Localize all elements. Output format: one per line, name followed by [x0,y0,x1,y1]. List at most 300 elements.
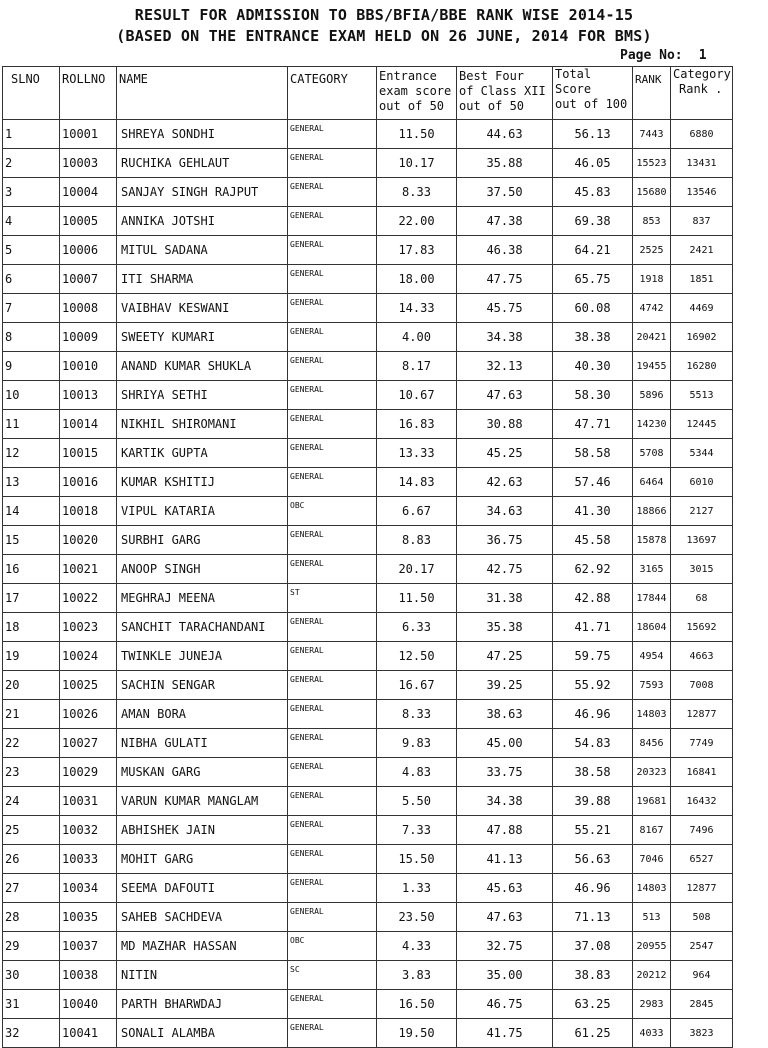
col-total-header: Total Score out of 100 [553,67,633,120]
cell-name: SACHIN SENGAR [117,671,288,700]
cell-category-rank: 508 [671,903,733,932]
cell-name: SEEMA DAFOUTI [117,874,288,903]
cell-category: GENERAL [288,439,377,468]
cell-rollno: 10026 [60,700,117,729]
cell-best-four: 46.75 [457,990,553,1019]
col-entrance-header: Entrance exam score out of 50 [377,67,457,120]
cell-rollno: 10029 [60,758,117,787]
cell-rank: 20955 [633,932,671,961]
cell-best-four: 41.13 [457,845,553,874]
cell-name: MOHIT GARG [117,845,288,874]
cell-category-rank: 7008 [671,671,733,700]
cell-category: GENERAL [288,149,377,178]
cell-entrance-score: 10.17 [377,149,457,178]
cell-entrance-score: 4.83 [377,758,457,787]
table-row [3,294,733,323]
cell-total-score: 42.88 [553,584,633,613]
cell-category: GENERAL [288,265,377,294]
cell-name: VARUN KUMAR MANGLAM [117,787,288,816]
cell-entrance-score: 7.33 [377,816,457,845]
cell-category: GENERAL [288,323,377,352]
col-category-rank-header: Category Rank . [671,67,733,120]
cell-total-score: 64.21 [553,236,633,265]
cell-rollno: 10020 [60,526,117,555]
cell-rollno: 10035 [60,903,117,932]
cell-entrance-score: 14.83 [377,468,457,497]
table-row [3,613,733,642]
cell-category: GENERAL [288,613,377,642]
cell-rollno: 10008 [60,294,117,323]
cell-name: RUCHIKA GEHLAUT [117,149,288,178]
cell-best-four: 35.88 [457,149,553,178]
cell-rollno: 10025 [60,671,117,700]
cell-slno: 24 [3,787,60,816]
cell-rank: 19455 [633,352,671,381]
cell-slno: 4 [3,207,60,236]
cell-entrance-score: 9.83 [377,729,457,758]
cell-category: GENERAL [288,816,377,845]
cell-name: SWEETY KUMARI [117,323,288,352]
cell-best-four: 31.38 [457,584,553,613]
cell-category: OBC [288,497,377,526]
cell-category: GENERAL [288,642,377,671]
cell-rank: 20421 [633,323,671,352]
cell-entrance-score: 15.50 [377,845,457,874]
cell-total-score: 61.25 [553,1019,633,1048]
cell-category-rank: 16841 [671,758,733,787]
cell-slno: 14 [3,497,60,526]
cell-slno: 18 [3,613,60,642]
cell-rollno: 10041 [60,1019,117,1048]
cell-name: SANCHIT TARACHANDANI [117,613,288,642]
cell-category-rank: 68 [671,584,733,613]
cell-rank: 15523 [633,149,671,178]
cell-rollno: 10003 [60,149,117,178]
cell-total-score: 55.92 [553,671,633,700]
cell-category: GENERAL [288,874,377,903]
cell-total-score: 38.38 [553,323,633,352]
cell-rank: 4742 [633,294,671,323]
cell-category-rank: 6880 [671,120,733,149]
cell-rollno: 10031 [60,787,117,816]
cell-entrance-score: 4.00 [377,323,457,352]
cell-name: ANAND KUMAR SHUKLA [117,352,288,381]
cell-category: GENERAL [288,526,377,555]
cell-name: NIKHIL SHIROMANI [117,410,288,439]
cell-best-four: 34.38 [457,787,553,816]
cell-best-four: 47.63 [457,381,553,410]
cell-entrance-score: 8.33 [377,178,457,207]
cell-entrance-score: 6.67 [377,497,457,526]
cell-slno: 23 [3,758,60,787]
cell-category-rank: 964 [671,961,733,990]
cell-best-four: 45.25 [457,439,553,468]
cell-rank: 1918 [633,265,671,294]
cell-rank: 3165 [633,555,671,584]
cell-total-score: 47.71 [553,410,633,439]
cell-total-score: 69.38 [553,207,633,236]
cell-name: MEGHRAJ MEENA [117,584,288,613]
cell-rank: 7443 [633,120,671,149]
cell-rank: 7046 [633,845,671,874]
cell-name: ANNIKA JOTSHI [117,207,288,236]
cell-slno: 15 [3,526,60,555]
cell-rollno: 10013 [60,381,117,410]
cell-best-four: 45.00 [457,729,553,758]
table-row [3,323,733,352]
cell-category-rank: 13431 [671,149,733,178]
cell-rollno: 10037 [60,932,117,961]
cell-total-score: 60.08 [553,294,633,323]
cell-name: SAHEB SACHDEVA [117,903,288,932]
table-row [3,439,733,468]
cell-best-four: 38.63 [457,700,553,729]
cell-best-four: 32.13 [457,352,553,381]
cell-rollno: 10018 [60,497,117,526]
cell-rank: 14803 [633,874,671,903]
cell-entrance-score: 18.00 [377,265,457,294]
table-row [3,352,733,381]
cell-entrance-score: 14.33 [377,294,457,323]
cell-rank: 853 [633,207,671,236]
cell-category: SC [288,961,377,990]
cell-total-score: 45.83 [553,178,633,207]
cell-category-rank: 837 [671,207,733,236]
cell-rollno: 10024 [60,642,117,671]
cell-entrance-score: 20.17 [377,555,457,584]
cell-name: SHRIYA SETHI [117,381,288,410]
cell-rank: 7593 [633,671,671,700]
cell-name: VIPUL KATARIA [117,497,288,526]
cell-best-four: 33.75 [457,758,553,787]
cell-best-four: 42.63 [457,468,553,497]
cell-name: NIBHA GULATI [117,729,288,758]
cell-rank: 15680 [633,178,671,207]
cell-name: TWINKLE JUNEJA [117,642,288,671]
cell-total-score: 54.83 [553,729,633,758]
cell-total-score: 63.25 [553,990,633,1019]
cell-category-rank: 15692 [671,613,733,642]
cell-rank: 18604 [633,613,671,642]
cell-category: GENERAL [288,381,377,410]
cell-rollno: 10006 [60,236,117,265]
cell-total-score: 57.46 [553,468,633,497]
table-row [3,410,733,439]
table-row [3,874,733,903]
table-row [3,903,733,932]
cell-entrance-score: 1.33 [377,874,457,903]
table-row [3,149,733,178]
cell-rank: 8456 [633,729,671,758]
cell-slno: 26 [3,845,60,874]
cell-name: SURBHI GARG [117,526,288,555]
cell-rollno: 10032 [60,816,117,845]
cell-best-four: 42.75 [457,555,553,584]
col-best-four-header: Best Four of Class XII out of 50 [457,67,553,120]
cell-name: ITI SHARMA [117,265,288,294]
page-indicator [620,48,707,63]
cell-category-rank: 13546 [671,178,733,207]
cell-slno: 1 [3,120,60,149]
cell-entrance-score: 3.83 [377,961,457,990]
cell-entrance-score: 22.00 [377,207,457,236]
cell-name: PARTH BHARWDAJ [117,990,288,1019]
col-category-header: CATEGORY [288,67,377,120]
cell-slno: 19 [3,642,60,671]
col-rank-header: RANK [633,67,671,120]
cell-category: GENERAL [288,758,377,787]
cell-category: GENERAL [288,787,377,816]
cell-category: GENERAL [288,236,377,265]
cell-rank: 15878 [633,526,671,555]
cell-rank: 4033 [633,1019,671,1048]
cell-category-rank: 2421 [671,236,733,265]
cell-category-rank: 4469 [671,294,733,323]
cell-category: GENERAL [288,671,377,700]
cell-entrance-score: 16.83 [377,410,457,439]
cell-slno: 21 [3,700,60,729]
cell-rank: 20212 [633,961,671,990]
cell-total-score: 45.58 [553,526,633,555]
table-row [3,1019,733,1048]
cell-slno: 22 [3,729,60,758]
cell-category-rank: 1851 [671,265,733,294]
cell-total-score: 39.88 [553,787,633,816]
cell-rank: 18866 [633,497,671,526]
cell-best-four: 34.38 [457,323,553,352]
cell-rank: 6464 [633,468,671,497]
cell-slno: 3 [3,178,60,207]
cell-rollno: 10021 [60,555,117,584]
document-title: RESULT FOR ADMISSION TO BBS/BFIA/BBE RANK WISE 2014-15 [134,6,634,24]
cell-category-rank: 16902 [671,323,733,352]
cell-rollno: 10033 [60,845,117,874]
cell-category-rank: 16280 [671,352,733,381]
cell-name: SHREYA SONDHI [117,120,288,149]
cell-category-rank: 6010 [671,468,733,497]
cell-rollno: 10034 [60,874,117,903]
cell-rollno: 10009 [60,323,117,352]
cell-entrance-score: 5.50 [377,787,457,816]
cell-category: GENERAL [288,845,377,874]
cell-category: GENERAL [288,729,377,758]
cell-rollno: 10004 [60,178,117,207]
cell-entrance-score: 23.50 [377,903,457,932]
cell-total-score: 46.96 [553,700,633,729]
cell-slno: 17 [3,584,60,613]
cell-rank: 5708 [633,439,671,468]
cell-entrance-score: 13.33 [377,439,457,468]
cell-rollno: 10023 [60,613,117,642]
cell-entrance-score: 16.50 [377,990,457,1019]
table-row [3,497,733,526]
cell-best-four: 37.50 [457,178,553,207]
cell-entrance-score: 12.50 [377,642,457,671]
cell-best-four: 35.38 [457,613,553,642]
table-row [3,207,733,236]
table-row [3,990,733,1019]
col-name-header: NAME [117,67,288,120]
cell-category-rank: 5344 [671,439,733,468]
cell-slno: 27 [3,874,60,903]
cell-rank: 2525 [633,236,671,265]
cell-best-four: 47.38 [457,207,553,236]
cell-category: GENERAL [288,1019,377,1048]
cell-rank: 4954 [633,642,671,671]
cell-name: VAIBHAV KESWANI [117,294,288,323]
cell-category-rank: 12877 [671,874,733,903]
table-row [3,526,733,555]
cell-slno: 6 [3,265,60,294]
cell-entrance-score: 11.50 [377,584,457,613]
cell-total-score: 38.58 [553,758,633,787]
cell-category: GENERAL [288,352,377,381]
cell-slno: 11 [3,410,60,439]
cell-category: GENERAL [288,207,377,236]
cell-slno: 9 [3,352,60,381]
cell-total-score: 38.83 [553,961,633,990]
table-row [3,236,733,265]
cell-best-four: 44.63 [457,120,553,149]
cell-rank: 513 [633,903,671,932]
cell-category-rank: 13697 [671,526,733,555]
cell-category: GENERAL [288,178,377,207]
table-row [3,584,733,613]
cell-total-score: 40.30 [553,352,633,381]
cell-slno: 20 [3,671,60,700]
cell-entrance-score: 16.67 [377,671,457,700]
cell-best-four: 36.75 [457,526,553,555]
cell-entrance-score: 4.33 [377,932,457,961]
cell-category-rank: 12445 [671,410,733,439]
cell-best-four: 32.75 [457,932,553,961]
cell-rank: 17844 [633,584,671,613]
cell-slno: 32 [3,1019,60,1048]
cell-rollno: 10015 [60,439,117,468]
cell-total-score: 59.75 [553,642,633,671]
cell-category-rank: 4663 [671,642,733,671]
cell-entrance-score: 10.67 [377,381,457,410]
cell-total-score: 46.05 [553,149,633,178]
cell-total-score: 55.21 [553,816,633,845]
cell-category-rank: 12877 [671,700,733,729]
cell-slno: 8 [3,323,60,352]
table-row [3,265,733,294]
cell-name: KARTIK GUPTA [117,439,288,468]
cell-category: GENERAL [288,700,377,729]
cell-category-rank: 2845 [671,990,733,1019]
cell-name: KUMAR KSHITIJ [117,468,288,497]
cell-slno: 12 [3,439,60,468]
cell-name: ABHISHEK JAIN [117,816,288,845]
cell-best-four: 47.88 [457,816,553,845]
cell-best-four: 35.00 [457,961,553,990]
cell-entrance-score: 6.33 [377,613,457,642]
cell-rollno: 10038 [60,961,117,990]
cell-slno: 25 [3,816,60,845]
table-row [3,178,733,207]
cell-name: NITIN [117,961,288,990]
cell-slno: 7 [3,294,60,323]
table-row [3,555,733,584]
cell-rollno: 10022 [60,584,117,613]
cell-entrance-score: 8.17 [377,352,457,381]
cell-category-rank: 7749 [671,729,733,758]
cell-category: GENERAL [288,120,377,149]
col-rollno-header: ROLLNO [60,67,117,120]
cell-slno: 16 [3,555,60,584]
cell-best-four: 45.63 [457,874,553,903]
table-header-row [3,67,733,120]
cell-total-score: 58.30 [553,381,633,410]
cell-rollno: 10005 [60,207,117,236]
cell-rank: 8167 [633,816,671,845]
table-row [3,120,733,149]
table-row [3,671,733,700]
cell-total-score: 46.96 [553,874,633,903]
cell-rank: 2983 [633,990,671,1019]
cell-category: GENERAL [288,294,377,323]
cell-slno: 10 [3,381,60,410]
table-row [3,758,733,787]
cell-total-score: 41.30 [553,497,633,526]
cell-rollno: 10001 [60,120,117,149]
cell-rank: 19681 [633,787,671,816]
cell-best-four: 39.25 [457,671,553,700]
cell-category-rank: 7496 [671,816,733,845]
cell-category: GENERAL [288,903,377,932]
cell-slno: 13 [3,468,60,497]
cell-total-score: 71.13 [553,903,633,932]
cell-category-rank: 6527 [671,845,733,874]
cell-rollno: 10027 [60,729,117,758]
cell-entrance-score: 8.33 [377,700,457,729]
cell-best-four: 47.63 [457,903,553,932]
cell-best-four: 47.75 [457,265,553,294]
cell-rank: 5896 [633,381,671,410]
cell-rank: 20323 [633,758,671,787]
table-row [3,468,733,497]
cell-category: OBC [288,932,377,961]
cell-rollno: 10014 [60,410,117,439]
cell-category-rank: 3823 [671,1019,733,1048]
cell-best-four: 30.88 [457,410,553,439]
cell-name: MD MAZHAR HASSAN [117,932,288,961]
results-table [2,66,733,1048]
cell-category-rank: 16432 [671,787,733,816]
cell-category: GENERAL [288,990,377,1019]
page-label: Page No: [620,48,683,63]
cell-category-rank: 5513 [671,381,733,410]
document-subtitle: (BASED ON THE ENTRANCE EXAM HELD ON 26 JUNE, 2014 FOR BMS) [116,27,652,45]
cell-entrance-score: 11.50 [377,120,457,149]
cell-rollno: 10010 [60,352,117,381]
page-number: 1 [698,48,707,63]
table-row [3,787,733,816]
cell-rollno: 10007 [60,265,117,294]
table-row [3,729,733,758]
table-row [3,932,733,961]
cell-total-score: 62.92 [553,555,633,584]
cell-category: GENERAL [288,555,377,584]
cell-name: MITUL SADANA [117,236,288,265]
cell-best-four: 46.38 [457,236,553,265]
table-row [3,845,733,874]
cell-slno: 30 [3,961,60,990]
cell-total-score: 65.75 [553,265,633,294]
cell-entrance-score: 19.50 [377,1019,457,1048]
table-row [3,381,733,410]
